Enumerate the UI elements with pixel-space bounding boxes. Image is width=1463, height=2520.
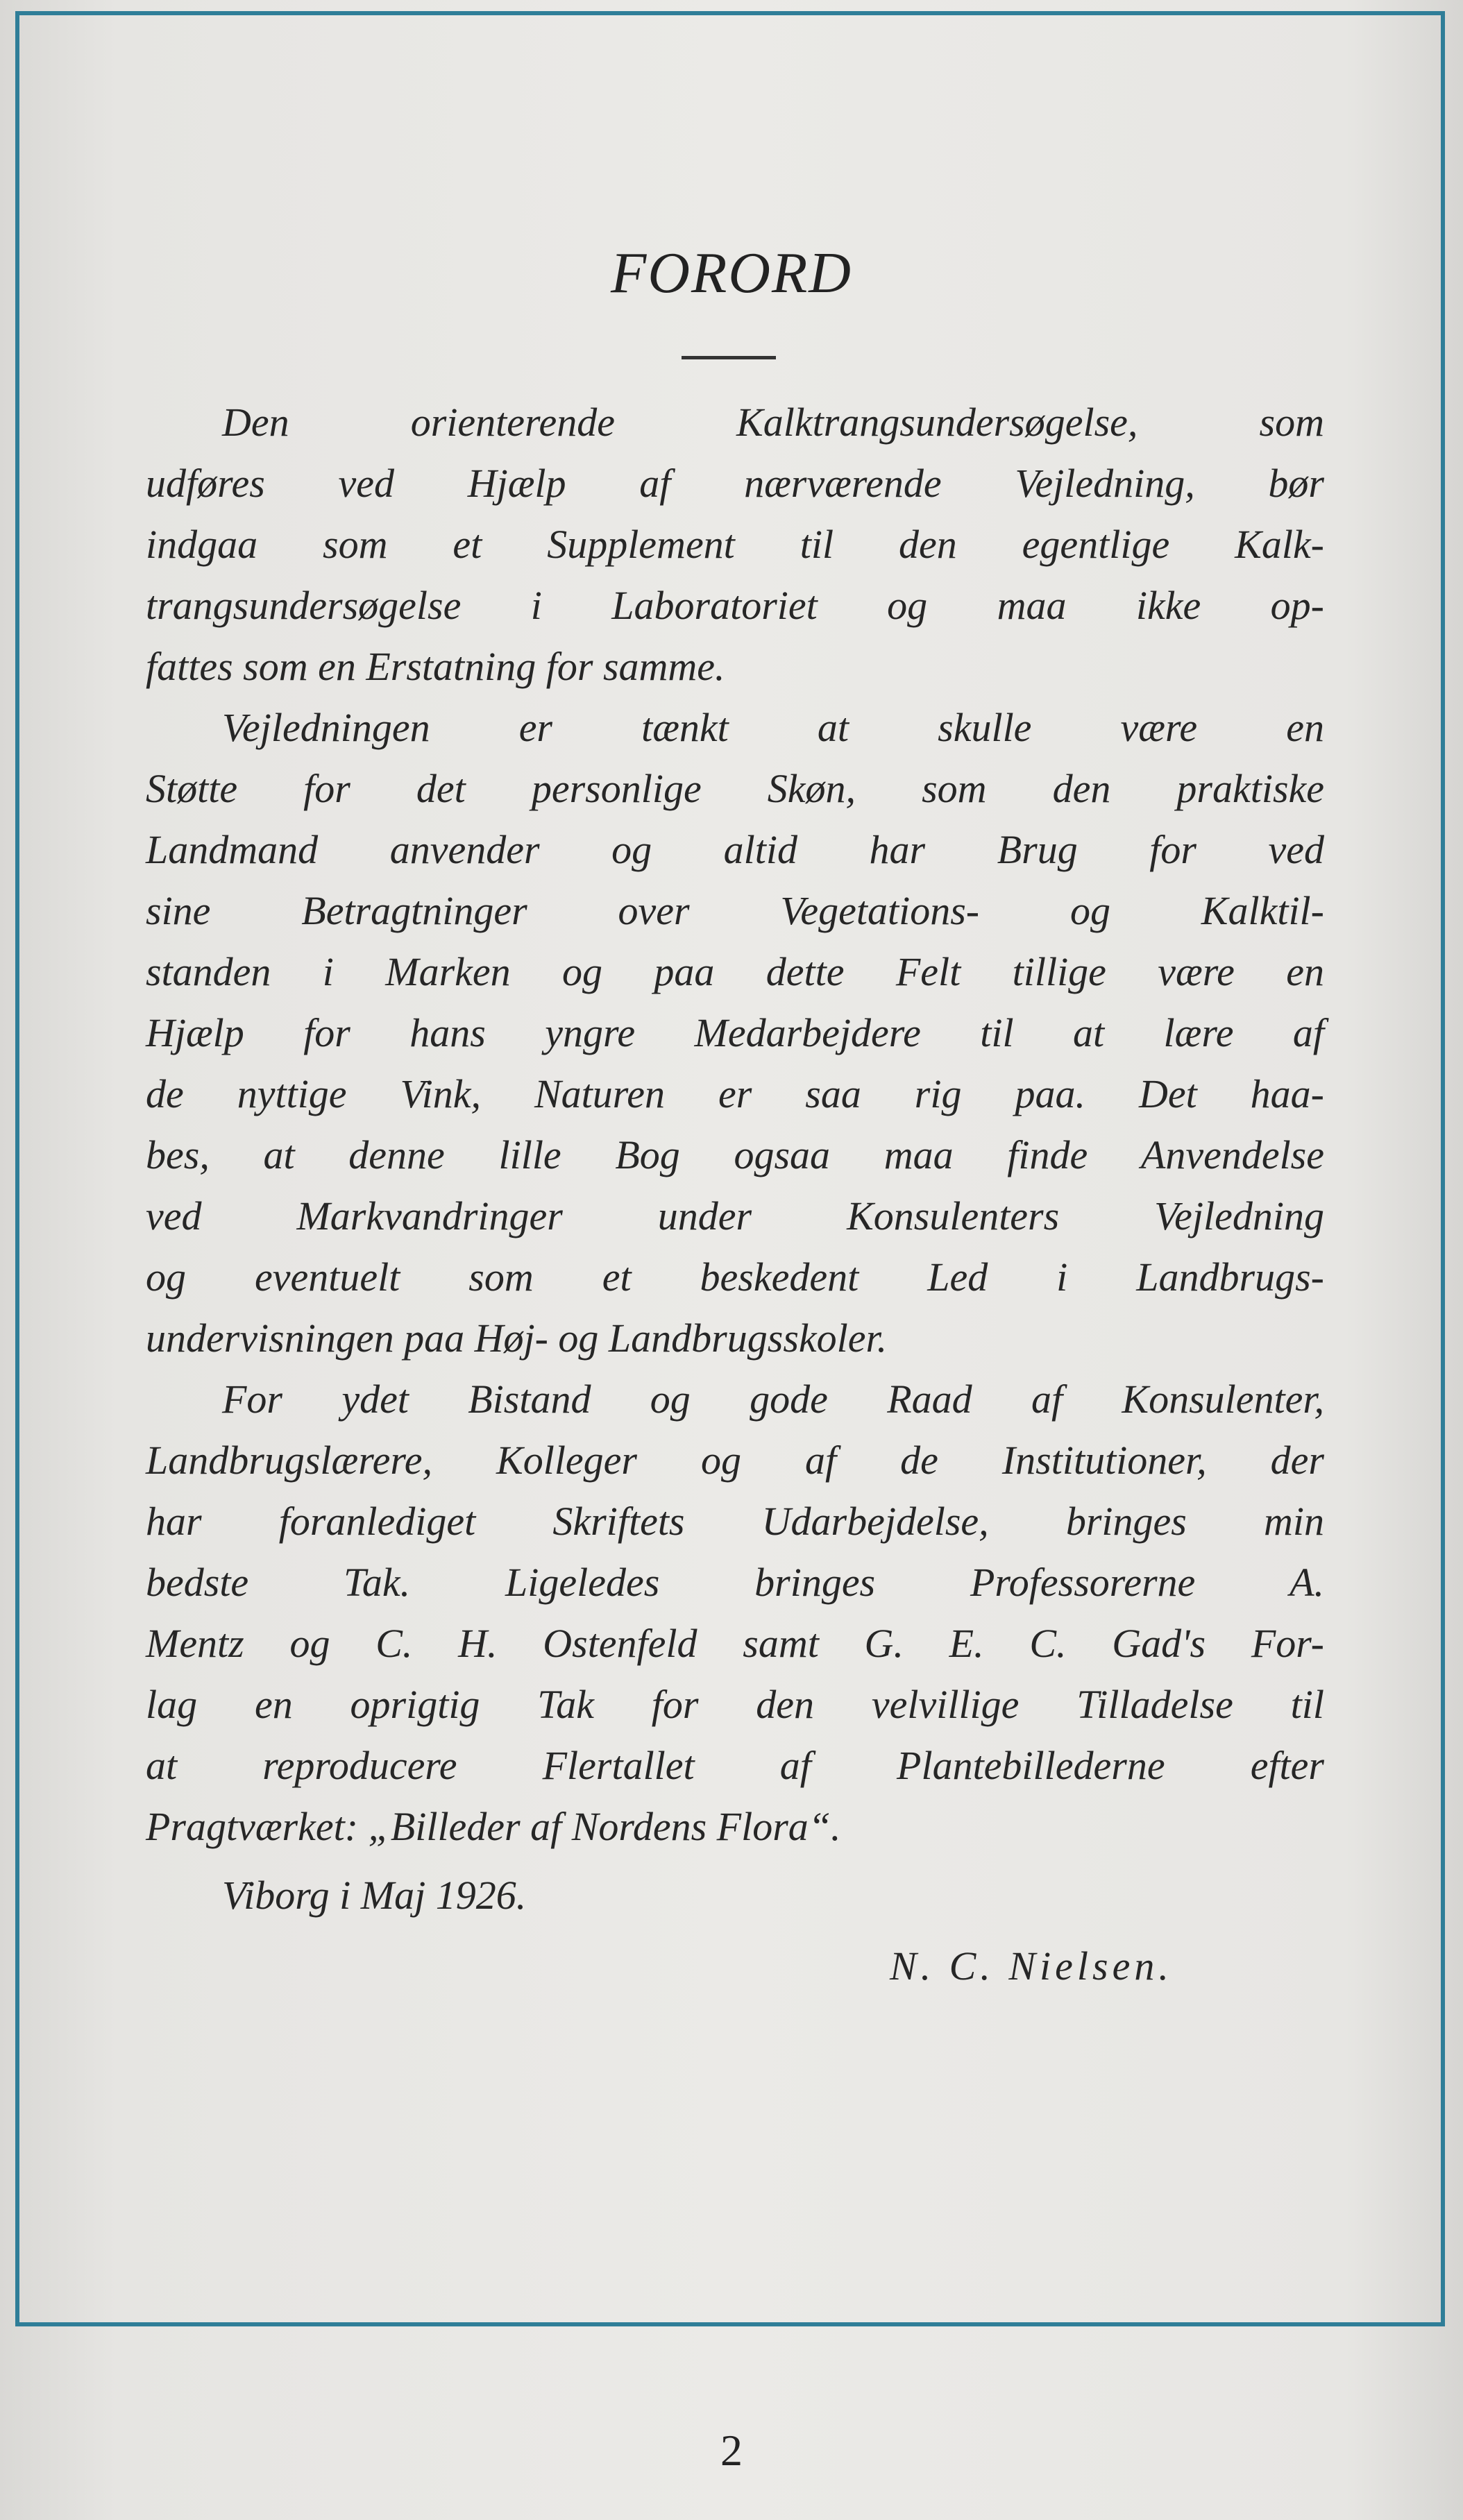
text-line: Hjælp for hans yngre Medarbejdere til at lære af: [146, 1010, 1324, 1055]
text-line: fattes som en Erstatning for samme.: [146, 644, 725, 689]
page-title: FORORD: [611, 241, 852, 305]
text-line: Den orienterende Kalktrangsundersøgelse, som: [222, 400, 1324, 445]
text-line: Landmand anvender og altid har Brug for ved: [146, 827, 1324, 872]
text-line: undervisningen paa Høj- og Landbrugsskoler.: [146, 1316, 888, 1361]
page-number: 2: [720, 2426, 743, 2475]
text-line: og eventuelt som et beskedent Led i Landbrugs-: [146, 1254, 1324, 1300]
text-line: For ydet Bistand og gode Raad af Konsulenter,: [222, 1377, 1324, 1422]
text-line: at reproducere Flertallet af Plantebillederne efter: [146, 1743, 1324, 1788]
text-line: Støtte for det personlige Skøn, som den praktiske: [146, 766, 1324, 811]
text-line: har foranlediget Skriftets Udarbejdelse, bringes min: [146, 1499, 1324, 1544]
author-signature: N. C. Nielsen.: [890, 1943, 1173, 1989]
text-line: udføres ved Hjælp af nærværende Vejledning, bør: [146, 461, 1324, 506]
title-divider: [682, 356, 776, 359]
text-line: Mentz og C. H. Ostenfeld samt G. E. C. Gad's For-: [146, 1621, 1324, 1666]
preface-body: [146, 392, 1324, 1857]
text-line: de nyttige Vink, Naturen er saa rig paa. Det haa-: [146, 1071, 1324, 1116]
text-line: standen i Marken og paa dette Felt tillige være en: [146, 949, 1324, 994]
text-line: lag en oprigtig Tak for den velvillige Tilladelse til: [146, 1682, 1324, 1727]
place-date: Viborg i Maj 1926.: [222, 1873, 527, 1918]
text-line: Vejledningen er tænkt at skulle være en: [222, 705, 1324, 750]
text-line: ved Markvandringer under Konsulenters Vejledning: [146, 1193, 1324, 1238]
text-line: sine Betragtninger over Vegetations- og Kalktil-: [146, 888, 1324, 933]
text-line: bes, at denne lille Bog ogsaa maa finde Anvendelse: [146, 1132, 1324, 1177]
text-line: bedste Tak. Ligeledes bringes Professorerne A.: [146, 1560, 1324, 1605]
text-line: trangsundersøgelse i Laboratoriet og maa ikke op-: [146, 583, 1324, 628]
text-line: Landbrugslærere, Kolleger og af de Institutioner, der: [146, 1438, 1324, 1483]
text-line: indgaa som et Supplement til den egentlige Kalk-: [146, 522, 1324, 567]
text-line: Pragtværket: „Billeder af Nordens Flora“.: [146, 1804, 841, 1849]
